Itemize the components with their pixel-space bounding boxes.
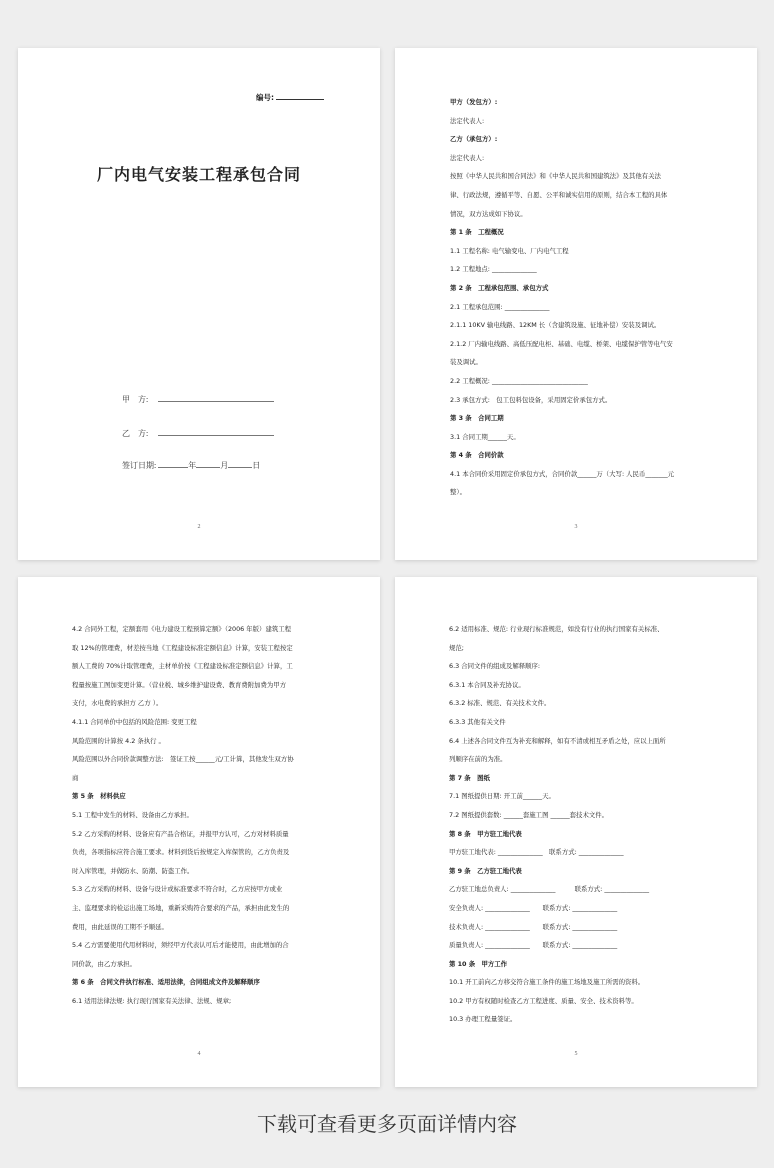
party-b-field bbox=[122, 428, 274, 439]
text-line: 3.1 合同工期______天。 bbox=[450, 432, 520, 441]
text-line: 10.3 办理工程量签证。 bbox=[449, 1015, 517, 1024]
text-line: 质量负责人: ______________ 联系方式: ______________ bbox=[449, 941, 618, 950]
text-line: 1.1 工程名称: 电气输变电、厂内电气工程 bbox=[450, 246, 569, 255]
serial-label: 编号: bbox=[256, 93, 274, 102]
text-line: 2.2 工程概况: ______________________________ bbox=[450, 376, 588, 385]
text-line: 时入库管理，并做防水、防潮、防盗工作。 bbox=[72, 866, 194, 875]
serial-number-field bbox=[256, 92, 324, 103]
document-page-cover bbox=[18, 48, 380, 560]
text-line: 支付，水电费的承担方 乙方 ）。 bbox=[72, 699, 163, 708]
text-line: 法定代表人: bbox=[450, 153, 485, 162]
section-heading: 乙方（承包方）: bbox=[450, 135, 498, 144]
text-line: 5.3 乙方采购的材料、设备与设计或标准要求不符合时，乙方应按甲方或业 bbox=[72, 885, 283, 894]
text-line: 风险范围以外合同价款调整方法: 签证工按______元/工计算，其他发生双方协 bbox=[72, 755, 294, 764]
text-line: 5.1 工程中发生的材料、设备由乙方承担。 bbox=[72, 810, 193, 819]
text-line: 甲方驻工地代表: ______________ 联系方式: ______________ bbox=[449, 848, 624, 857]
page-body bbox=[72, 620, 328, 1010]
text-line: 6.4 上述各合同文件互为补充和解释，如有不清或相互矛盾之处，应以上面所 bbox=[449, 736, 666, 745]
page-number: 4 bbox=[197, 1051, 201, 1057]
text-line: 10.2 甲方有权随时检查乙方工程进度、质量、安全、技术资料等。 bbox=[449, 996, 638, 1005]
text-line: 6.3 合同文件的组成及解释顺序: bbox=[449, 662, 541, 671]
section-heading: 第 4 条 合同价款 bbox=[450, 451, 504, 460]
text-line: 6.3.3 其他有关文件 bbox=[449, 717, 506, 726]
document-page-5 bbox=[395, 577, 757, 1087]
text-line: 列顺序在前的为准。 bbox=[449, 755, 507, 764]
text-line: 费用，由此延误的工期不予顺延。 bbox=[72, 922, 168, 931]
text-line: 2.3 承包方式: 包工包料包设备，采用固定价承包方式。 bbox=[450, 395, 612, 404]
text-line: 同价款，由乙方承担。 bbox=[72, 959, 136, 968]
text-line: 6.3.1 本合同及补充协议。 bbox=[449, 680, 525, 689]
text-line: 额人工费的 70%计取管理费，主材单价按《工程建设标准定额信息》计算，工 bbox=[72, 662, 293, 671]
text-line: 商 bbox=[72, 773, 79, 782]
section-heading: 第 7 条 图纸 bbox=[449, 773, 490, 782]
page-body bbox=[449, 620, 705, 1029]
text-line: 乙方驻工地总负责人: ______________ 联系方式: ______________ bbox=[449, 885, 650, 894]
text-line: 4.2 合同外工程，定额套用《电力建设工程预算定额》（2006 年版）建筑工程 bbox=[72, 625, 292, 633]
text-line: 取 12%的管理费，材差按当地《工程建设标准定额信息》计算，安装工程按定 bbox=[72, 643, 293, 652]
text-line: 按照《中华人民共和国合同法》和《中华人民共和国建筑法》及其他有关法 bbox=[450, 172, 661, 181]
page-body bbox=[450, 93, 703, 502]
document-page-3 bbox=[395, 48, 757, 560]
text-line: 6.3.2 标准、规范、有关技术文件。 bbox=[449, 699, 551, 708]
text-line: 2.1 工程承包范围: ______________ bbox=[450, 302, 550, 311]
year-label: 年 bbox=[188, 461, 197, 470]
text-line: 7.2 图纸提供套数: ______套施工图 ______套技术文件。 bbox=[449, 810, 609, 819]
text-line: 2.1.2 厂内输电线路、高低压配电柜、基础、电缆、桥架、电缆保护管等电气安 bbox=[450, 339, 673, 348]
text-line: 主、监理要求的检运出施工场地，重新采购符合要求的产品，承担由此发生的 bbox=[72, 903, 290, 912]
text-line: 5.4 乙方需要使用代用材料时，须经甲方代表认可后才能使用，由此增加的合 bbox=[72, 941, 289, 950]
page-number: 3 bbox=[574, 524, 578, 530]
section-heading: 第 9 条 乙方驻工地代表 bbox=[449, 866, 522, 875]
text-line: 程量按施工图加变更计算。（营业税、城乡维护建设费、教育费附加费为甲方 bbox=[72, 680, 287, 689]
text-line: 律、行政法规，遵循平等、自愿、公平和诚实信用的原则，结合本工程的具体 bbox=[450, 190, 668, 199]
text-line: 技术负责人: ______________ 联系方式: ______________ bbox=[449, 922, 618, 931]
text-line: 法定代表人: bbox=[450, 116, 485, 125]
text-line: 2.1.1 10KV 输电线路、12KM 长（含建筑设施、征地补偿）安装及调试。 bbox=[450, 321, 661, 330]
text-line: 5.2 乙方采购的材料、设备应有产品合格证，并报甲方认可，乙方对材料质量 bbox=[72, 829, 289, 838]
text-line: 7.1 图纸提供日期: 开工前______天。 bbox=[449, 792, 555, 801]
text-line: 1.2 工程地点: ______________ bbox=[450, 265, 537, 274]
document-page-4 bbox=[18, 577, 380, 1087]
page-number: 2 bbox=[197, 524, 201, 530]
party-a-field bbox=[122, 394, 274, 405]
text-line: 装及调试。 bbox=[450, 358, 482, 367]
section-heading: 第 1 条 工程概况 bbox=[450, 228, 504, 237]
party-a-label: 甲 方: bbox=[122, 395, 149, 404]
text-line: 6.2 适用标准、规范: 行业现行标准规范，如没有行业的执行国家有关标准、 bbox=[449, 625, 664, 633]
section-heading: 第 10 条 甲方工作 bbox=[449, 959, 508, 968]
page-number: 5 bbox=[574, 1051, 578, 1057]
section-heading: 第 5 条 材料供应 bbox=[72, 792, 126, 801]
party-b-label: 乙 方: bbox=[122, 429, 149, 438]
contract-title: 厂内电气安装工程承包合同 bbox=[96, 165, 301, 184]
text-line: 6.1 适用法律法规: 执行现行国家有关法律、法规、规章; bbox=[72, 996, 232, 1005]
sign-date-label: 签订日期: bbox=[122, 461, 157, 470]
text-line: 10.1 开工前向乙方移交符合施工条件的施工场地及施工所需的资料。 bbox=[449, 978, 645, 987]
month-label: 月 bbox=[220, 461, 229, 470]
text-line: 风险范围的计算按 4.2 条执行 。 bbox=[72, 736, 165, 745]
text-line: 情况，双方达成如下协议。 bbox=[450, 209, 527, 218]
day-label: 日 bbox=[252, 461, 261, 470]
section-heading: 第 6 条 合同文件执行标准、适用法律，合同组成文件及解释顺序 bbox=[72, 978, 260, 987]
section-heading: 甲方（发包方）: bbox=[450, 98, 498, 106]
section-heading: 第 3 条 合同工期 bbox=[450, 414, 504, 423]
text-line: 负责，各项指标应符合施工要求。材料到货后按规定入库保管的，乙方负责及 bbox=[72, 848, 290, 857]
text-line: 安全负责人: ______________ 联系方式: ______________ bbox=[449, 903, 618, 912]
text-line: 规范; bbox=[449, 643, 464, 652]
section-heading: 第 2 条 工程承包范围、承包方式 bbox=[450, 283, 549, 292]
text-line: 整）。 bbox=[450, 488, 466, 497]
sign-date-field bbox=[122, 460, 260, 471]
download-more-caption[interactable]: 下载可查看更多页面详情内容 bbox=[257, 1112, 517, 1136]
section-heading: 第 8 条 甲方驻工地代表 bbox=[449, 829, 522, 838]
text-line: 4.1.1 合同单价中包括的风险范围: 变更工程 bbox=[72, 717, 197, 726]
text-line: 4.1 本合同价采用固定价承包方式，合同价款______万（大写: 人民币_______元 bbox=[450, 469, 675, 478]
